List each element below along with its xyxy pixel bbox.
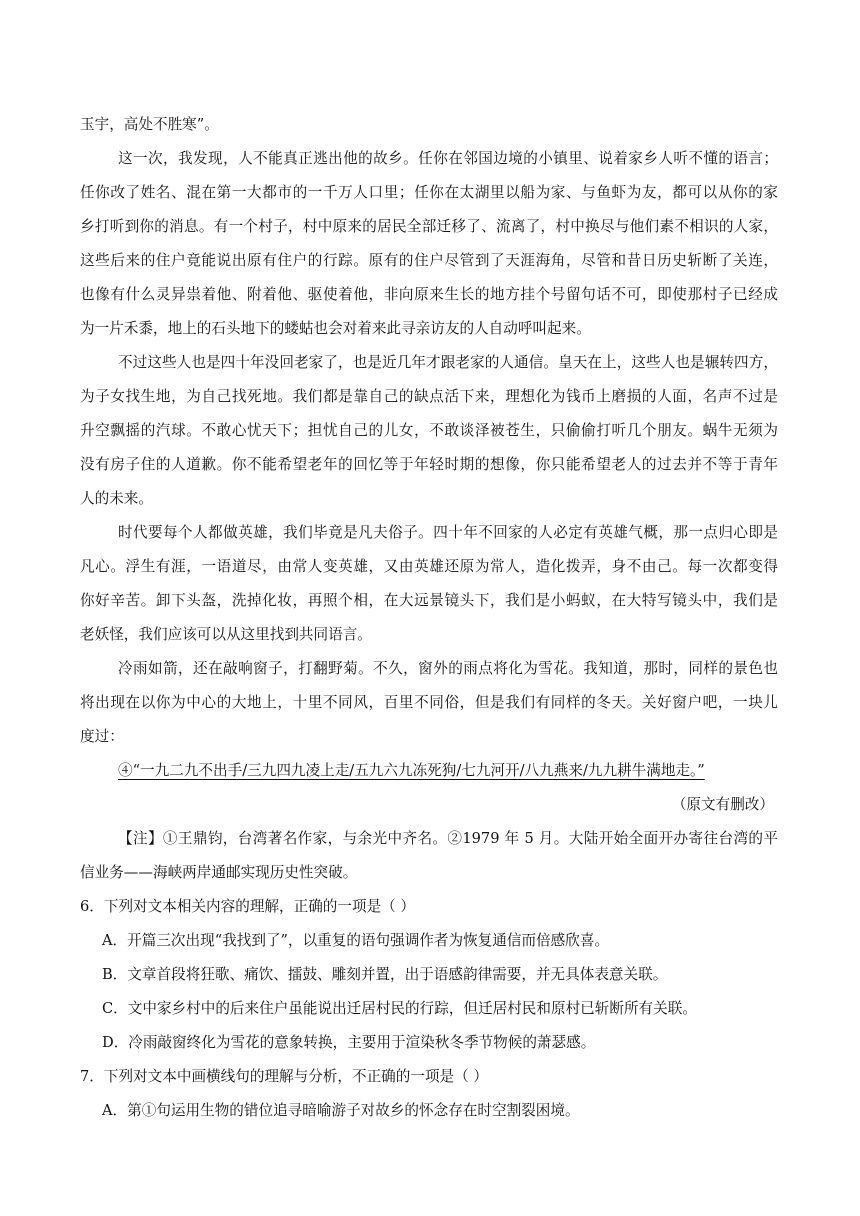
option-c: C．文中家乡村中的后来住户虽能说出迁居村民的行踪，但迁居村民和原村已斩断所有关联。 — [102, 1000, 697, 1017]
paragraph-line: 乡打听到你的消息。有一个村子，村中原来的居民全部迁移了、流离了，村中换尽与他们素不相识的人家， — [80, 218, 778, 235]
paragraph-4 — [80, 652, 778, 754]
paragraph-line: 不过这些人也是四十年没回老家了，也是近几年才跟老家的人通信。皇天在上，这些人也是辗转四方， — [118, 354, 778, 371]
paragraph-line: 为子女找生地，为自己找死地。我们都是靠自己的缺点活下来，理想化为钱币上磨损的人面，名声不过是 — [80, 388, 778, 405]
underlined-sentence-4 — [80, 754, 778, 788]
paragraph-3 — [80, 516, 778, 652]
question-stem: 6．下列对文本相关内容的理解，正确的一项是（ ） — [80, 898, 415, 915]
paragraph-line: 为一片禾黍，地上的石头地下的蝼蛄也会对着来此寻亲访友的人自动呼叫起来。 — [80, 320, 591, 337]
paragraph-line: 你好辛苦。卸下头盔，洗掉化妆，再照个相，在大远景镜头下，我们是小蚂蚁，在大特写镜头中，我们是 — [80, 592, 778, 609]
annotation-block — [80, 822, 778, 890]
question-stem: 7．下列对文本中画横线句的理解与分析，不正确的一项是（ ） — [80, 1068, 488, 1085]
paragraph-line: 将出现在以你为中心的大地上，十里不同风，百里不同俗，但是我们有同样的冬天。关好窗户吧，一块儿 — [80, 694, 778, 711]
option-b: B．文章首段将狂歌、痛饮、擂鼓、雕刻并置，出于语感韵律需要，并无具体表意关联。 — [102, 966, 668, 983]
paragraph-2 — [80, 346, 778, 516]
question-7 — [80, 1060, 778, 1128]
paragraph-line: 也像有什么灵异祟着他、附着他、驱使着他，非向原来生长的地方挂个号留句话不可，即使那村子已经成 — [80, 286, 778, 303]
paragraph-line: 这一次，我发现，人不能真正逃出他的故乡。任你在邻国边境的小镇里、说着家乡人听不懂的语言； — [118, 150, 778, 167]
paragraph-line: 升空飘摇的汽球。不敢心忧天下；担忧自己的儿女，不敢谈泽被苍生，只偷偷打听几个朋友。蜗牛无须为 — [80, 422, 778, 439]
option-a: A．开篇三次出现“我找到了”，以重复的语句强调作者为恢复通信而倍感欣喜。 — [102, 932, 610, 949]
source-note: （原文有删改） — [671, 796, 774, 813]
question-6 — [80, 890, 778, 1060]
option-d: D．冷雨敲窗终化为雪花的意象转换，主要用于渲染秋冬季节物候的萧瑟感。 — [102, 1034, 596, 1051]
option-a: A．第①句运用生物的错位追寻暗喻游子对故乡的怀念存在时空割裂困境。 — [102, 1102, 580, 1119]
paragraph-line: 凡心。浮生有涯，一语道尽，由常人变英雄，又由英雄还原为常人，造化拨弄，身不由己。每一次都变得 — [80, 558, 778, 575]
paragraph-line: 任你改了姓名、混在第一大都市的一千万人口里；任你在太湖里以船为家、与鱼虾为友，都可以从你的家 — [80, 184, 778, 201]
paragraph-line: 时代要每个人都做英雄，我们毕竟是凡夫俗子。四十年不回家的人必定有英雄气概，那一点归心即是 — [118, 524, 778, 541]
paragraph-line: 没有房子住的人道歉。你不能希望老年的回忆等于年轻时期的想像，你只能希望老人的过去并不等于青年 — [80, 456, 778, 473]
annotation-line: 【注】①王鼎钧，台湾著名作家，与余光中齐名。②1979 年 5 月。大陆开始全面开办寄往台湾的平 — [118, 830, 778, 847]
paragraph-line: 老妖怪，我们应该可以从这里找到共同语言。 — [80, 626, 372, 643]
paragraph-line: 人的未来。 — [80, 490, 153, 507]
paragraph-line: 冷雨如箭，还在敲响窗子，打翻野菊。不久，窗外的雨点将化为雪花。我知道，那时，同样的景色也 — [118, 660, 778, 677]
paragraph-continuation-line: 玉宇，高处不胜寒”。 — [80, 116, 219, 133]
paragraph-line: 度过： — [80, 728, 124, 745]
annotation-line: 信业务——海峡两岸通邮实现历史性突破。 — [80, 864, 358, 881]
paragraph-1 — [80, 142, 778, 346]
underlined-sentence-text: ④“一九二九不出手/三九四九凌上走/五九六九冻死狗/七九河开/八九燕来/九九耕牛满地走。” — [118, 762, 705, 779]
paragraph-line: 这些后来的住户竟能说出原有住户的行踪。原有的住户尽管到了天涯海角，尽管和昔日历史斩断了关连， — [80, 252, 778, 269]
